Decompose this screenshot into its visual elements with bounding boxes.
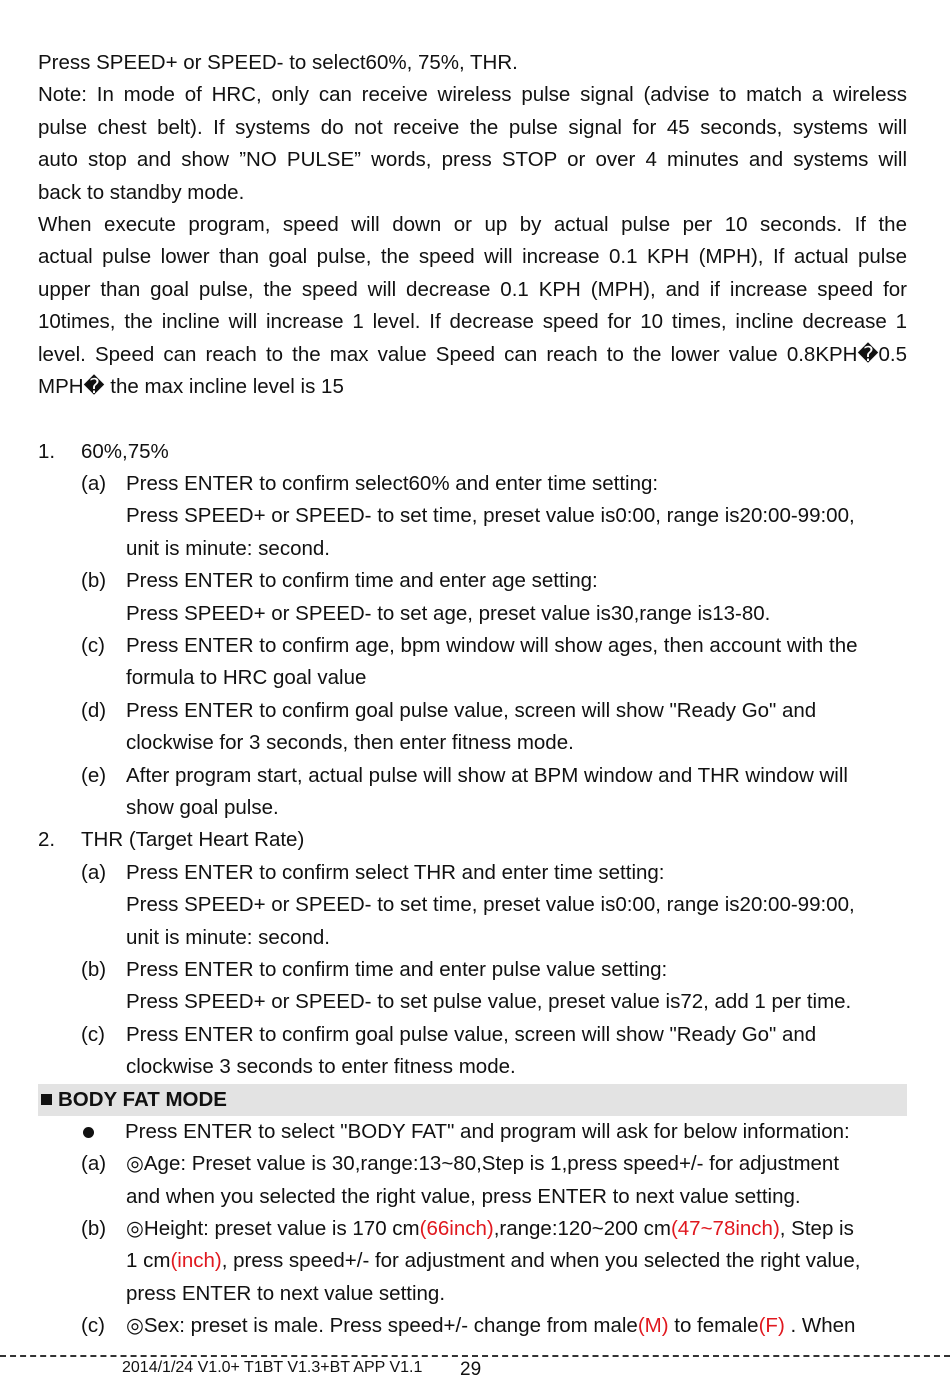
sub-text [126,1245,860,1277]
note-line: auto stop and show ”NO PULSE” words, press STOP or over 4 minutes and systems will [38,148,907,172]
list-number: 1. [38,439,56,463]
sub-text: After program start, actual pulse will show at BPM window and THR window will [126,763,848,787]
sub-text: and when you selected the right value, press ENTER to next value setting. [126,1184,801,1208]
sub-continuation [38,922,907,954]
sub-text: press ENTER to next value setting. [126,1281,446,1305]
sub-text: formula to HRC goal value [126,666,367,690]
sub-label: (c) [81,1314,105,1338]
sub-text: Press ENTER to confirm goal pulse value, screen will show "Ready Go" and [126,698,817,722]
sub-continuation [38,533,907,565]
footer-divider [0,1355,950,1357]
text-run: ◎Sex: preset is male. Press speed+/- change from male [126,1314,638,1338]
sub-continuation [38,598,907,630]
text-run: . When [784,1314,856,1338]
text-run: ,range:120~200 cm [493,1217,671,1241]
sub-text [126,1310,855,1342]
paragraph-line: level. Speed can reach to the max value Speed can reach to the lower value 0.8KPH�0.5 [38,342,907,366]
sub-label: (a) [81,860,107,884]
sub-continuation [38,500,907,532]
paragraph-line: When execute program, speed will down or up by actual pulse per 10 seconds. If the [38,212,907,236]
sub-label: (b) [81,957,107,981]
note-line: back to standby mode. [38,180,245,204]
sub-continuation [38,1181,907,1213]
sub-continuation [38,1278,907,1310]
sub-item [38,1019,907,1051]
list-item-2 [38,824,907,856]
sub-continuation [38,986,907,1018]
bullet-dot-icon [83,1127,94,1138]
sub-label: (b) [81,569,107,593]
sub-item [38,468,907,500]
red-text-run: (F) [758,1314,785,1338]
sub-text: show goal pulse. [126,795,279,819]
sub-text: Press ENTER to confirm age, bpm window will show ages, then account with the [126,634,858,658]
sub-text: Press SPEED+ or SPEED- to set time, preset value is0:00, range is20:00-99:00, [126,893,855,917]
sub-label: (d) [81,698,107,722]
sub-item [38,695,907,727]
section-heading [38,1084,907,1116]
sub-item [38,1310,907,1342]
intro-line: Press SPEED+ or SPEED- to select60%, 75%, THR. [38,51,518,74]
sub-item [38,760,907,792]
sub-item [38,857,907,889]
sub-item [38,1213,907,1245]
red-text-run: (47~78inch) [670,1217,780,1241]
sub-continuation [38,662,907,694]
note-line: pulse chest belt). If systems do not receive the pulse signal for 45 seconds, systems will [38,115,907,139]
sub-text: clockwise for 3 seconds, then enter fitness mode. [126,731,574,755]
sub-item [38,630,907,662]
list-number: 2. [38,828,56,852]
paragraph-line: actual pulse lower than goal pulse, the speed will increase 0.1 KPH (MPH), If actual pulse [38,245,907,269]
sub-label: (a) [81,1152,107,1176]
paragraph-line: MPH� the max incline level is 15 [38,374,344,398]
paragraph-line: upper than goal pulse, the speed will decrease 0.1 KPH (MPH), and if increase speed for [38,277,907,301]
sub-text: ◎Age: Preset value is 30,range:13~80,Step is 1,press speed+/- for adjustment [126,1152,840,1176]
sub-continuation [38,1051,907,1083]
note-line: Note: In mode of HRC, only can receive wireless pulse signal (advise to match a wireless [38,83,907,107]
sub-continuation [38,1245,907,1277]
bullet-text: Press ENTER to select "BODY FAT" and program will ask for below information: [125,1119,850,1143]
sub-label: (a) [81,472,107,496]
text-run: , Step is [779,1217,854,1241]
footer-version: 2014/1/24 V1.0+ T1BT V1.3+BT APP V1.1 [122,1359,423,1376]
text-run: , press speed+/- for adjustment and when you selected the right value, [221,1249,861,1273]
sub-text: clockwise 3 seconds to enter fitness mode. [126,1055,516,1079]
sub-text: Press SPEED+ or SPEED- to set pulse value, preset value is72, add 1 per time. [126,990,852,1014]
paragraph-line: 10times, the incline will increase 1 level. If decrease speed for 10 times, incline decrease 1 [38,310,907,334]
sub-text: unit is minute: second. [126,536,330,560]
page-number: 29 [460,1359,482,1380]
text-run: to female [668,1314,759,1338]
sub-continuation [38,889,907,921]
bullet-dot-wrap [83,1116,94,1148]
sub-text: Press ENTER to confirm time and enter age setting: [126,569,598,593]
sub-text: unit is minute: second. [126,925,330,949]
sub-item [38,954,907,986]
document-page [38,47,907,1343]
text-run: ◎Height: preset value is 170 cm [126,1217,420,1241]
square-bullet-icon [41,1094,52,1105]
sub-item [38,1148,907,1180]
sub-continuation [38,792,907,824]
list-title: THR (Target Heart Rate) [81,828,305,852]
sub-label: (b) [81,1217,107,1241]
red-text-run: (M) [637,1314,669,1338]
sub-label: (c) [81,634,105,658]
sub-text: Press SPEED+ or SPEED- to set age, preset value is30,range is13-80. [126,601,771,625]
list-title: 60%,75% [81,439,169,463]
red-text-run: (inch) [170,1249,222,1273]
sub-text: Press ENTER to confirm goal pulse value, screen will show "Ready Go" and [126,1022,817,1046]
list-item-1 [38,436,907,468]
sub-text: Press ENTER to confirm time and enter pulse value setting: [126,957,668,981]
section-heading-text: BODY FAT MODE [58,1087,227,1111]
sub-item [38,565,907,597]
bullet-item [38,1116,907,1148]
blank-line [38,403,907,435]
red-text-run: (66inch) [419,1217,494,1241]
sub-text: Press SPEED+ or SPEED- to set time, preset value is0:00, range is20:00-99:00, [126,504,855,528]
sub-label: (e) [81,763,107,787]
sub-continuation [38,727,907,759]
text-run: 1 cm [126,1249,171,1273]
sub-text: Press ENTER to confirm select THR and enter time setting: [126,860,665,884]
sub-label: (c) [81,1022,105,1046]
sub-text [126,1213,854,1245]
sub-text: Press ENTER to confirm select60% and enter time setting: [126,472,659,496]
